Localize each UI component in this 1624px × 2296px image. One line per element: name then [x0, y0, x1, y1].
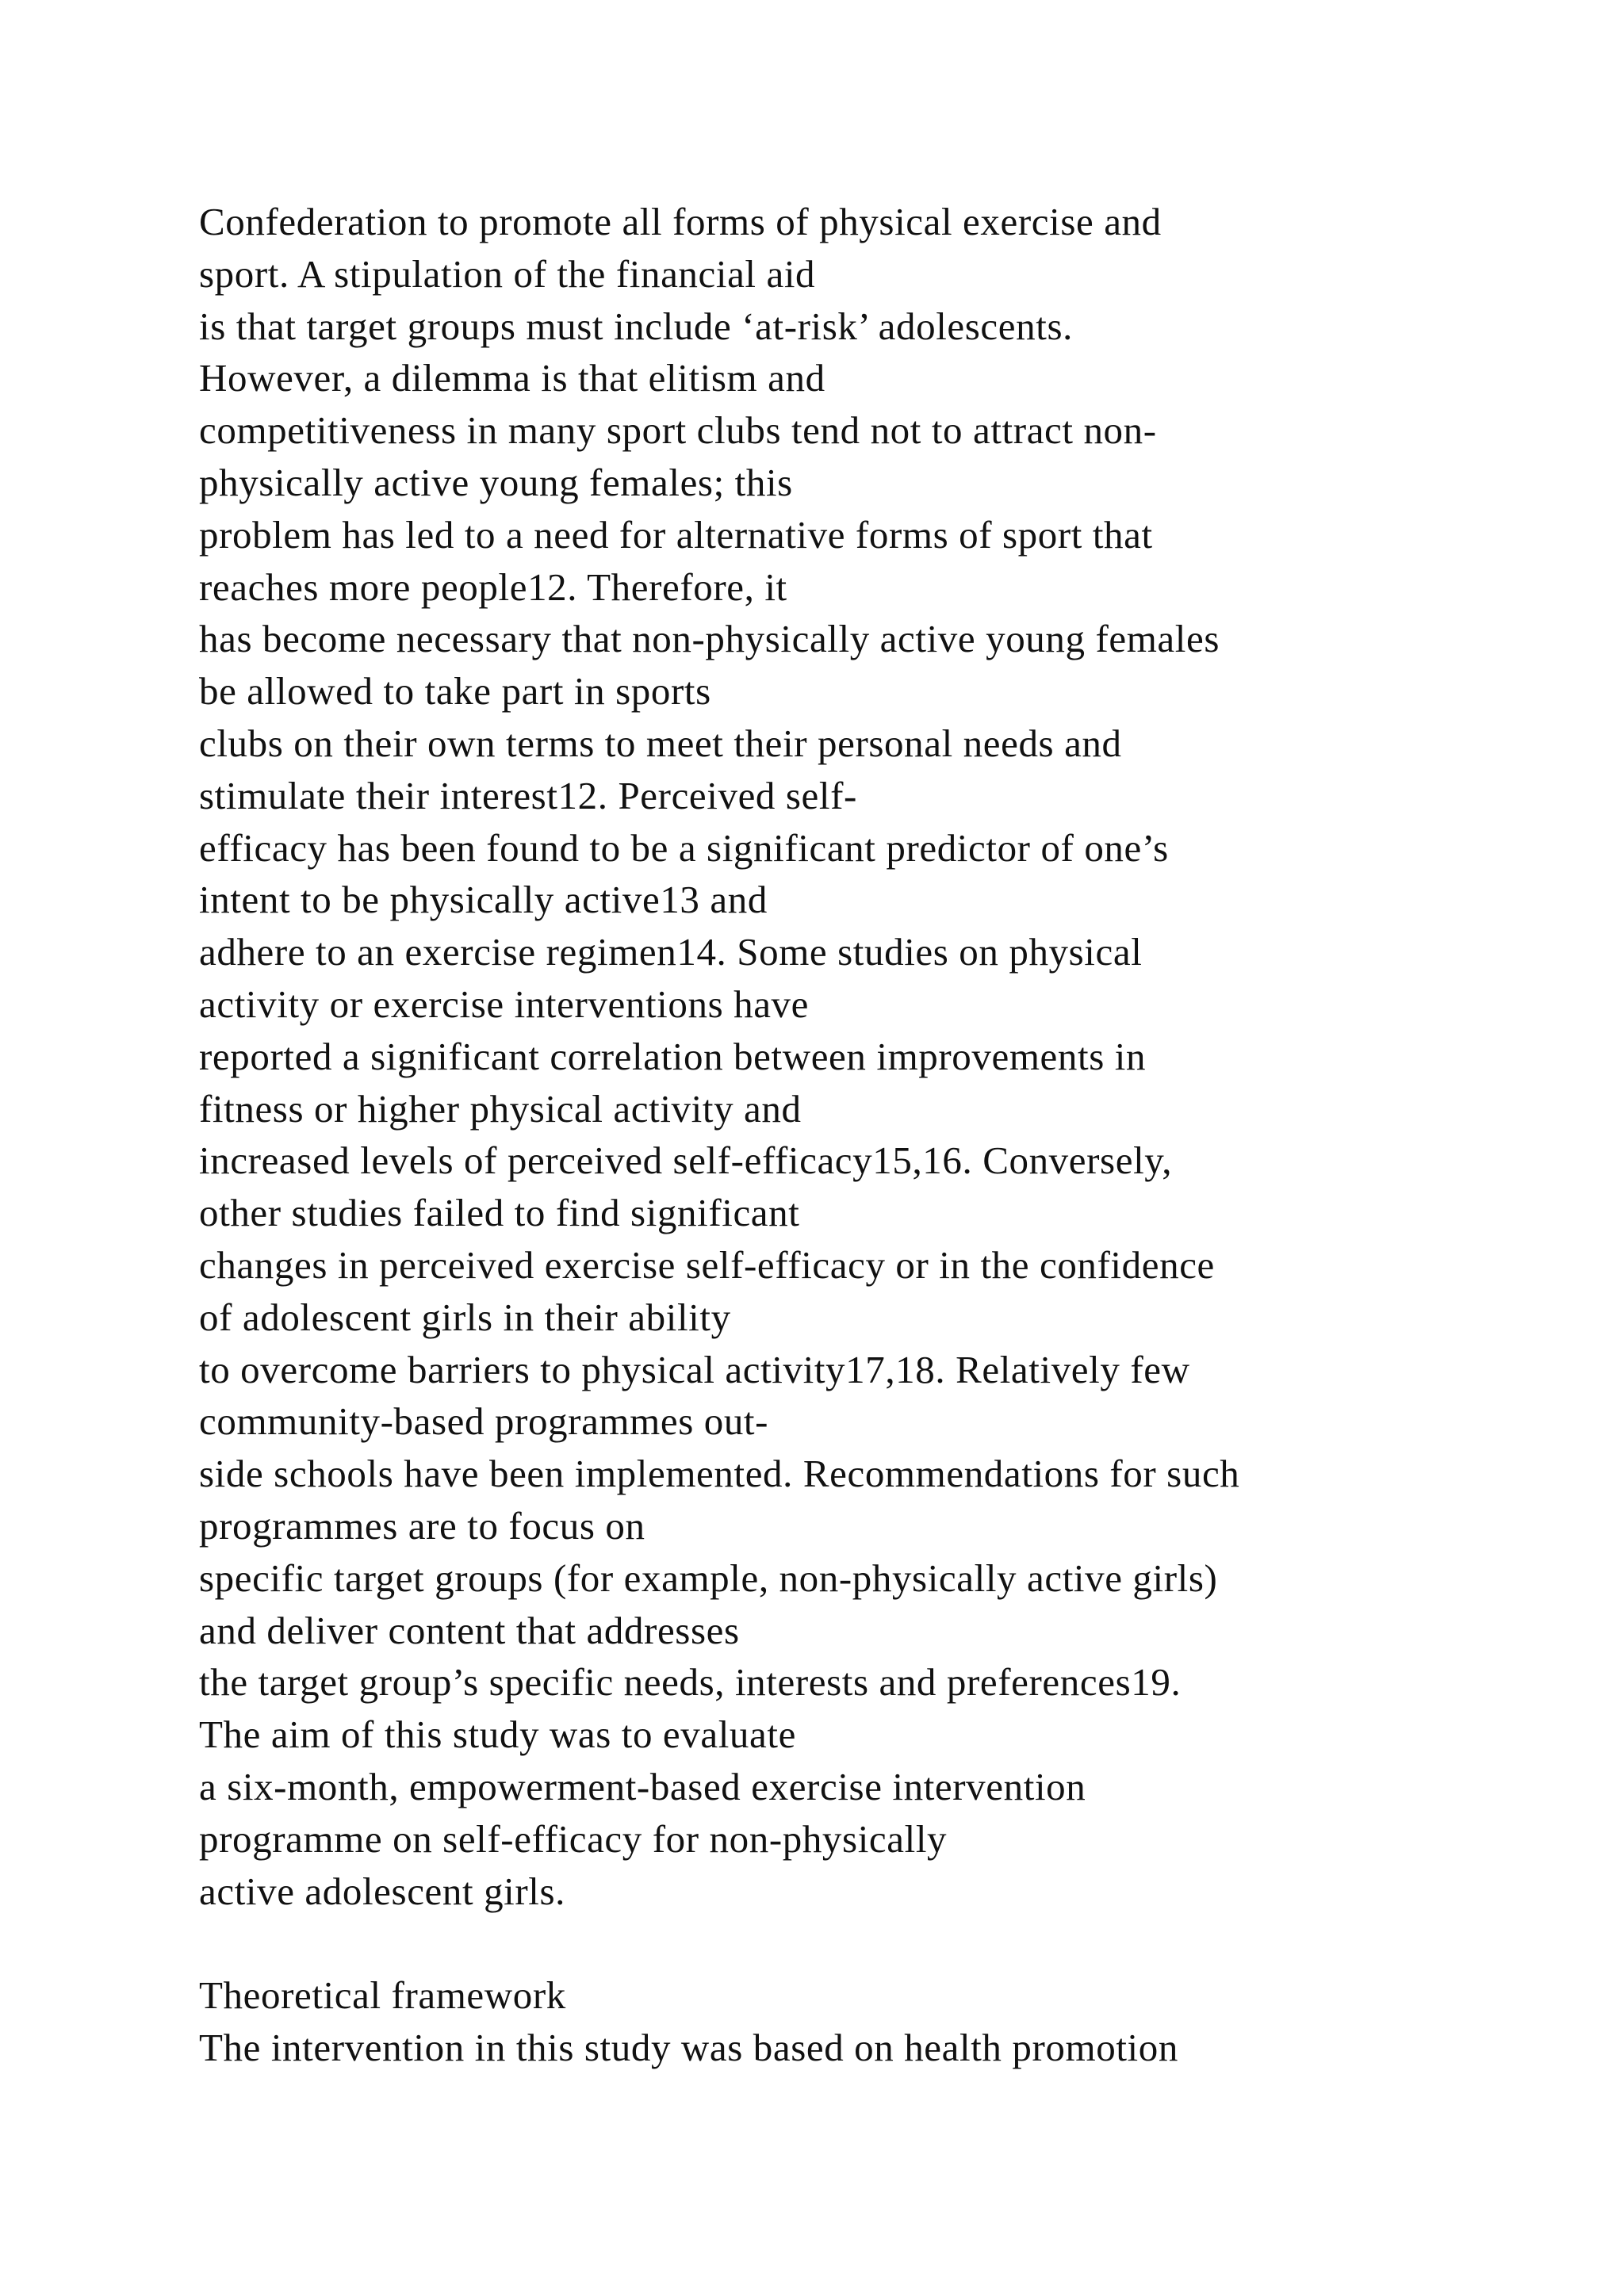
text-line: active adolescent girls.	[199, 1869, 566, 1913]
text-line: a six-month, empowerment-based exercise intervention	[199, 1764, 1086, 1808]
text-line: physically active young females; this	[199, 460, 793, 504]
text-line: problem has led to a need for alternative forms of sport that	[199, 512, 1153, 557]
text-line: Confederation to promote all forms of physical exercise and	[199, 200, 1162, 243]
text-line: programme on self-efficacy for non-physically	[199, 1816, 948, 1861]
text-line: other studies failed to find significant	[199, 1191, 800, 1235]
text-line: changes in perceived exercise self-efficacy or in the confidence	[199, 1242, 1215, 1287]
text-line: reported a significant correlation between improvements in	[199, 1034, 1147, 1078]
text-line: has become necessary that non-physically active young females	[199, 617, 1220, 661]
text-line: fitness or higher physical activity and	[199, 1086, 802, 1131]
text-line: of adolescent girls in their ability	[199, 1295, 731, 1339]
paragraph-gap	[199, 1917, 1507, 1969]
body-text	[199, 196, 1507, 2074]
section-heading: Theoretical framework	[199, 1973, 566, 2018]
text-line: The intervention in this study was based on health promotion	[199, 2025, 1178, 2069]
text-line: programmes are to focus on	[199, 1503, 645, 1548]
text-line: is that target groups must include ‘at-risk’ adolescents.	[199, 304, 1073, 348]
text-line: to overcome barriers to physical activity17,18. Relatively few	[199, 1347, 1190, 1391]
text-line: side schools have been implemented. Recommendations for such	[199, 1452, 1240, 1496]
text-line: sport. A stipulation of the financial aid	[199, 251, 816, 296]
text-line: efficacy has been found to be a significant predictor of one’s	[199, 825, 1169, 870]
text-line: However, a dilemma is that elitism and	[199, 356, 825, 400]
text-line: intent to be physically active13 and	[199, 878, 768, 922]
text-line: activity or exercise interventions have	[199, 982, 809, 1026]
text-line: competitiveness in many sport clubs tend not to attract non-	[199, 408, 1157, 453]
text-line: increased levels of perceived self-efficacy15,16. Conversely,	[199, 1138, 1173, 1183]
text-line: the target group’s specific needs, interests and preferences19.	[199, 1660, 1182, 1705]
text-line: The aim of this study was to evaluate	[199, 1712, 796, 1757]
text-line: reaches more people12. Therefore, it	[199, 564, 787, 609]
text-line: stimulate their interest12. Perceived self-	[199, 773, 857, 817]
text-line: specific target groups (for example, non-physically active girls)	[199, 1556, 1218, 1600]
text-line: adhere to an exercise regimen14. Some studies on physical	[199, 930, 1143, 974]
text-line: and deliver content that addresses	[199, 1608, 740, 1652]
text-line: be allowed to take part in sports	[199, 669, 711, 714]
text-line: community-based programmes out-	[199, 1399, 769, 1444]
text-line: clubs on their own terms to meet their personal needs and	[199, 721, 1122, 765]
